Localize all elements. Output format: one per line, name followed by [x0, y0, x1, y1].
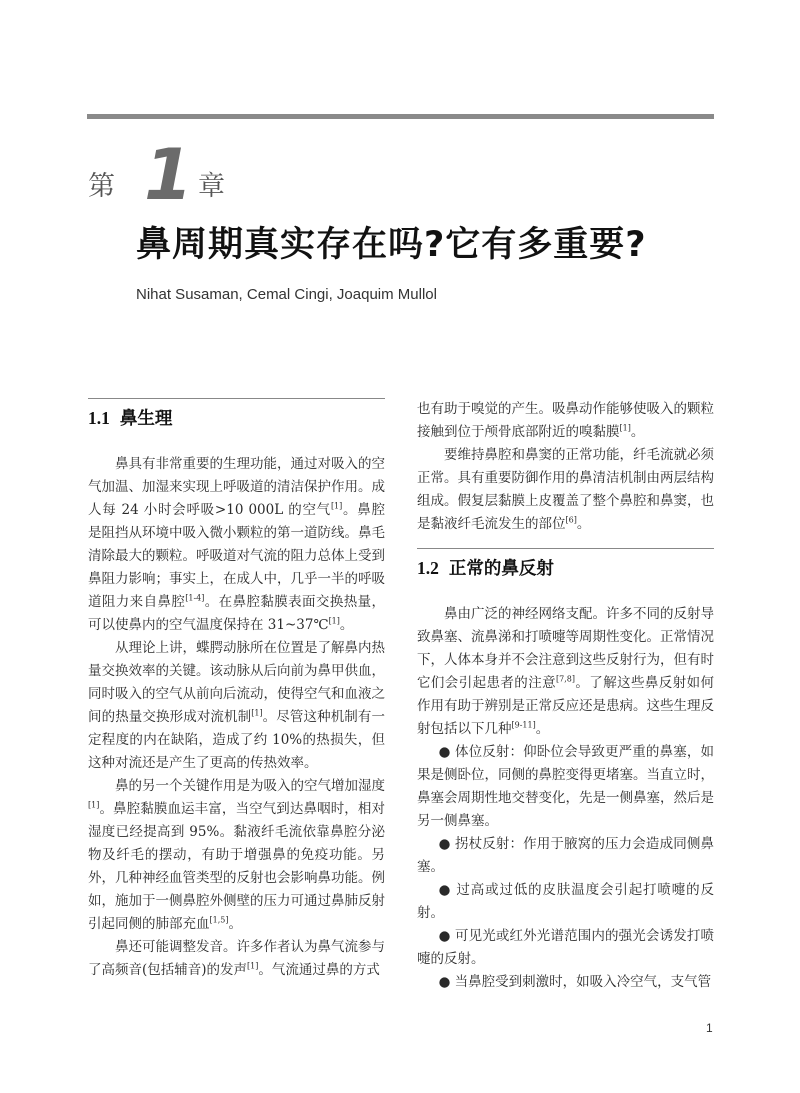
section-title: 正常的鼻反射 [448, 559, 554, 579]
paragraph-text: 也有助于嗅觉的产生。吸鼻动作能够使吸入的颗粒接触到位于颅骨底部附近的嗅黏膜 [417, 401, 714, 440]
paragraph [417, 603, 714, 741]
paragraph [88, 936, 385, 982]
section-number: 1.1 [88, 408, 110, 428]
citation: [9-11] [511, 720, 536, 730]
paragraph-text: 。鼻腔黏膜血运丰富，当空气到达鼻咽时，相对湿度已经提高到 95%。黏液纤毛流依靠鼻腔分泌物及纤毛的摆动，有助于增强鼻的免疫功能。另外，几种神经血管类型的反射也会影响鼻功能。例如，施加于一侧鼻腔外侧壁的压力可通过鼻肺反射引起同侧的肺部充血 [88, 801, 385, 932]
page-number: 1 [706, 1021, 713, 1035]
paragraph-text: 。 [576, 516, 591, 532]
paragraph-text: 鼻的另一个关键作用是为吸入的空气增加湿度 [115, 778, 385, 794]
paragraph-text: 鼻由广泛的神经网络支配。许多不同的反射导致鼻塞、流鼻涕和打喷嚏等周期性变化。正常情况下，人体本身并不会注意到这些反射行为，但有时它们会引起患者的注意 [417, 606, 714, 691]
authors: Nihat Susaman, Cemal Cingi, Joaquim Mullol [136, 286, 437, 303]
paragraph-text: 。尽管这种机制有一定程度的内在缺陷，造成了约 10%的热损失，但这种对流还是产生了更高的传热效率。 [88, 709, 386, 771]
citation: [1] [330, 501, 343, 511]
bullet-item: ● 拐杖反射：作用于腋窝的压力会造成同侧鼻塞。 [417, 836, 714, 875]
section-heading-1-1 [88, 407, 385, 431]
paragraph-text: 鼻具有非常重要的生理功能，通过对吸入的空气加温、加湿来实现上呼吸道的清洁保护作用。成人每 24 小时会呼吸>10 000L 的空气 [88, 456, 385, 518]
paragraph-text: 。 [535, 721, 550, 737]
citation: [1] [251, 708, 263, 718]
citation: [1] [247, 961, 259, 971]
paragraph-text: 要维持鼻腔和鼻窦的正常功能，纤毛流就必须正常。具有重要防御作用的鼻清洁机制由两层结构组成。假复层黏膜上皮覆盖了整个鼻腔和鼻窦，也是黏液纤毛流发生的部位 [417, 447, 714, 532]
paragraph-text: 。了解这些鼻反射如何作用有助于辨别是正常反应还是患病。这些生理反射包括以下几种 [417, 675, 714, 737]
paragraph-text: 。鼻腔是阻挡从环境中吸入微小颗粒的第一道防线。鼻毛清除最大的颗粒。呼吸道对气流的阻力总体上受到鼻阻力影响；事实上，在成人中，几乎一半的呼吸道阻力来自鼻腔 [88, 502, 386, 610]
citation: [1] [328, 616, 340, 626]
paragraph-text: 。 [630, 424, 645, 440]
paragraph [88, 453, 385, 637]
paragraph-text: 。 [228, 916, 242, 932]
chapter-number: 1 [144, 134, 193, 216]
paragraph-text: 。在鼻腔黏膜表面交换热量，可以使鼻内的空气温度保持在 31~37℃ [88, 594, 386, 633]
chapter-top-rule [87, 114, 714, 119]
paragraph [417, 398, 714, 444]
citation: [1-4] [185, 593, 205, 603]
paragraph-text: 。气流通过鼻的方式 [258, 962, 380, 978]
section-rule [417, 548, 714, 549]
citation: [1] [88, 800, 100, 810]
paragraph [88, 775, 385, 936]
citation: [7,8] [556, 674, 575, 684]
paragraph [88, 637, 385, 775]
section-number: 1.2 [417, 558, 439, 578]
paragraph-text: 鼻还可能调整发音。许多作者认为鼻气流参与了高频音(包括辅音)的发声 [88, 939, 385, 978]
bullet-item: ● 当鼻腔受到刺激时，如吸入冷空气，支气管 [438, 974, 712, 990]
paragraph-text: 。 [339, 617, 354, 633]
citation: [1] [619, 423, 631, 433]
paragraph-text: 从理论上讲，蝶腭动脉所在位置是了解鼻内热量交换效率的关键。该动脉从后向前为鼻甲供血，同时吸入的空气从前向后流动，使得空气和血液之间的热量交换形成对流机制 [88, 640, 385, 725]
section-heading-1-2 [417, 557, 714, 581]
citation: [6] [565, 515, 577, 525]
section-rule [88, 398, 385, 399]
paragraph [417, 444, 714, 536]
citation: [1,5] [209, 915, 229, 925]
left-column [88, 398, 385, 982]
section-title: 鼻生理 [119, 409, 173, 429]
chapter-title: 鼻周期真实存在吗?它有多重要? [136, 225, 647, 265]
bullet-item: ● 过高或过低的皮肤温度会引起打喷嚏的反射。 [417, 882, 714, 921]
bullet-item: ● 可见光或红外光谱范围内的强光会诱发打喷嚏的反射。 [417, 928, 714, 967]
chapter-prefix: 第 [88, 171, 115, 202]
right-column [417, 398, 714, 994]
chapter-suffix: 章 [198, 171, 225, 202]
bullet-item: ● 体位反射：仰卧位会导致更严重的鼻塞，如果是侧卧位，同侧的鼻腔变得更堵塞。当直立时，鼻塞会周期性地交替变化，先是一侧鼻塞，然后是另一侧鼻塞。 [417, 744, 714, 829]
